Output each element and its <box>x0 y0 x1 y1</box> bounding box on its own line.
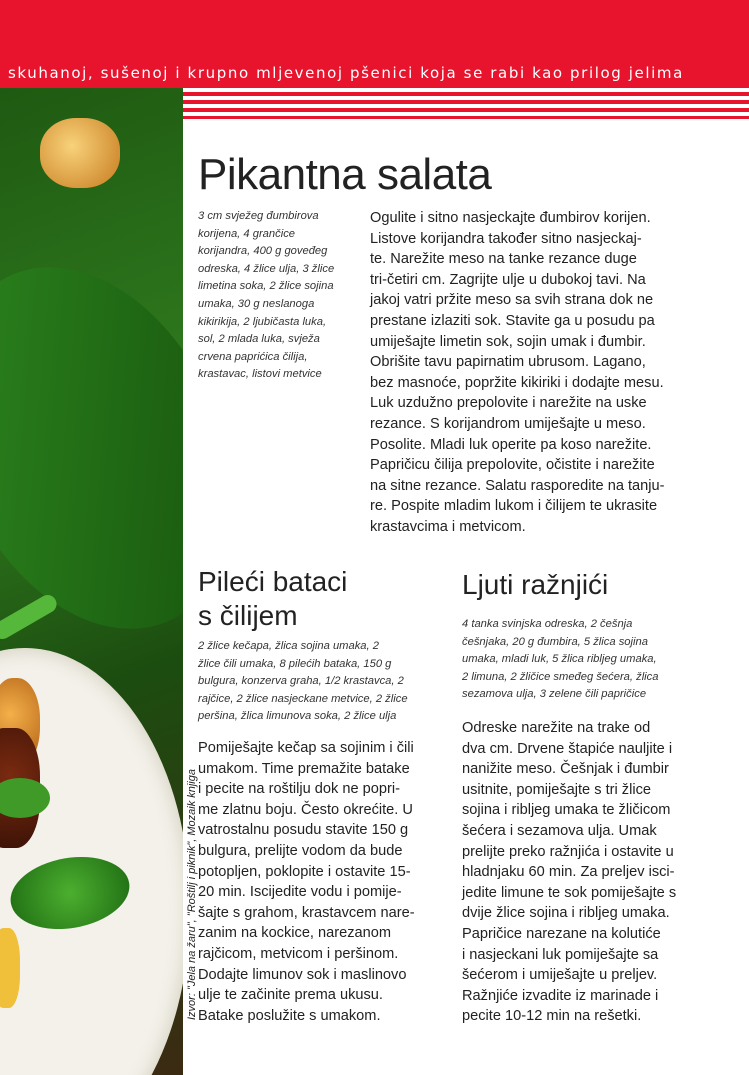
text-line: rajčicom, metvicom i peršinom. <box>198 945 399 962</box>
text-line: korijena, 4 grančice <box>198 227 296 240</box>
text-line: bulgura, prelijte vodom da bude <box>198 842 403 859</box>
recipe-ingredients <box>462 616 712 704</box>
text-line: usitnite, pomiješajte s tri žlice <box>462 781 651 798</box>
text-line: umiješajte limetin sok, sojin umak i đumbir. <box>370 333 646 350</box>
text-line: prestane izlaziti sok. Stavite ga u posudu pa <box>370 312 655 329</box>
text-line: rezance. S korijandrom umiješajte u meso. <box>370 415 646 432</box>
text-line: bulgura, konzerva graha, 1/2 krastavca, 2 <box>198 675 404 688</box>
text-line: krastavac, listovi metvice <box>198 368 322 381</box>
text-line: Dodajte limunov sok i maslinovo <box>198 966 407 983</box>
header-banner-text: skuhanoj, sušenoj i krupno mljevenoj pšenici koja se rabi kao prilog jelima <box>8 64 684 82</box>
text-line: 2 limuna, 2 žličice smeđeg šećera, žlica <box>462 670 659 683</box>
text-line: šećera i sezamova ulja. Umak <box>462 822 657 839</box>
text-line: prelijte preko ražnjića i ostavite u <box>462 843 674 860</box>
text-line: korijandra, 400 g goveđeg <box>198 245 328 258</box>
text-line: kikirikija, 2 ljubičasta luka, <box>198 315 327 328</box>
text-line: 4 tanka svinjska odreska, 2 češnja <box>462 618 633 630</box>
text-line: hladnjaku 60 min. Za preljev isci- <box>462 864 675 881</box>
text-line: umaka, mladi luk, 5 žlica ribljeg umaka, <box>462 653 657 666</box>
text-line: peršina, žlica limunova soka, 2 žlice ulja <box>198 710 397 723</box>
text-line: vatrostalnu posudu stavite 150 g <box>198 822 409 839</box>
text-line: tri-četiri cm. Zagrijte ulje u dubokoj tavi. Na <box>370 271 646 288</box>
text-line: nanižite meso. Češnjak i đumbir <box>462 761 669 778</box>
text-line: umakom. Time premažite batake <box>198 760 410 777</box>
text-line: Papričice narezane na kolutiće <box>462 925 661 942</box>
recipe-ingredients <box>198 638 443 726</box>
text-line: jakoj vatri pržite meso sa svih strana dok ne <box>370 292 654 309</box>
text-line: Papričicu čilija prepolovite, očistite i narežite <box>370 457 655 474</box>
text-line: bez masnoće, popržite kikiriki i dodajte mesu. <box>370 374 664 391</box>
recipe-title-ljuti-raznjici: Ljuti ražnjići <box>462 569 609 600</box>
recipe-method <box>198 738 446 1026</box>
text-line: me zlatnu boju. Često okrećite. U <box>198 801 413 818</box>
text-line: Obrišite tavu papirnatim ubrusom. Lagano, <box>370 354 646 371</box>
text-line: odreska, 4 žlice ulja, 3 žlice <box>198 262 335 275</box>
text-line: jedite limune te sok pomiješajte s <box>462 884 677 901</box>
text-line: Pileći bataci <box>198 566 348 597</box>
text-line: Listove korijandra također sitno nasjeckaj- <box>370 230 642 247</box>
text-line: re. Pospite mladim lukom i čilijem te ukrasite <box>370 498 658 515</box>
recipe-method <box>462 718 712 1027</box>
text-line: sol, 2 mlada luka, svježa <box>198 333 320 346</box>
text-line: Odreske narežite na trake od <box>462 720 651 736</box>
text-line: zanim na kockice, narezanom <box>198 925 392 942</box>
text-line: pecite 10-12 min na rešetki. <box>462 1008 642 1025</box>
header-bar <box>0 0 749 88</box>
text-line: Pomiješajte kečap sa sojinim i čili <box>198 740 414 756</box>
text-line: Batake poslužite s umakom. <box>198 1007 381 1024</box>
photo-credit: Izvor: "Jela na žaru", "Roštilj i piknik", Mozaik knjiga <box>186 769 198 1020</box>
text-line: 3 cm svježeg đumbirova <box>198 210 319 222</box>
text-line: žlice čili umaka, 8 pilećih bataka, 150 g <box>198 657 392 670</box>
text-line: te. Narežite meso na tanke rezance duge <box>370 251 637 268</box>
recipe-title-pikantna-salata: Pikantna salata <box>198 150 492 199</box>
text-line: sezamova ulja, 3 zelene čili papričice <box>462 688 647 701</box>
food-photo <box>0 88 183 1075</box>
text-line: umaka, 30 g neslanoga <box>198 297 315 310</box>
recipe-title-pileci-bataci <box>198 565 347 633</box>
text-line: Ogulite i sitno nasjeckajte đumbirov korijen. <box>370 210 651 226</box>
text-line: Posolite. Mladi luk operite pa koso narežite. <box>370 436 652 453</box>
text-line: limetina soka, 2 žlice sojina <box>198 280 334 293</box>
text-line: rajčice, 2 žlice nasjeckane metvice, 2 žlice <box>198 692 408 705</box>
text-line: češnjaka, 20 g đumbira, 5 žlica sojina <box>462 635 648 648</box>
text-line: šećerom i umiješajte u preljev. <box>462 967 658 984</box>
recipe-ingredients <box>198 208 363 384</box>
recipe-method <box>370 208 700 538</box>
text-line: dvije žlice sojina i ribljeg umaka. <box>462 905 670 922</box>
text-line: crvena paprićica čilija, <box>198 350 308 363</box>
text-line: s čilijem <box>198 600 298 631</box>
text-line: 20 min. Iscijedite vodu i pomije- <box>198 884 402 901</box>
text-line: i nasjeckani luk pomiješajte sa <box>462 946 659 963</box>
text-line: 2 žlice kečapa, žlica sojina umaka, 2 <box>198 640 379 652</box>
text-line: dva cm. Drvene štapiće nauljite i <box>462 740 673 757</box>
text-line: ulje te začinite prema ukusu. <box>198 987 383 1004</box>
text-line: sojina i ribljeg umaka te žličicom <box>462 802 671 819</box>
text-line: i pecite na roštilju dok ne popri- <box>198 781 400 798</box>
text-line: Luk uzdužno prepolovite i narežite na uske <box>370 395 647 412</box>
text-line: potopljen, poklopite i ostavite 15- <box>198 863 411 880</box>
text-line: Ražnjiće izvadite iz marinade i <box>462 987 659 1004</box>
text-line: na sitne rezance. Salatu rasporedite na tanju- <box>370 477 665 494</box>
text-line: šajte s grahom, krastavcem nare- <box>198 904 415 921</box>
text-line: krastavcima i metvicom. <box>370 518 526 535</box>
